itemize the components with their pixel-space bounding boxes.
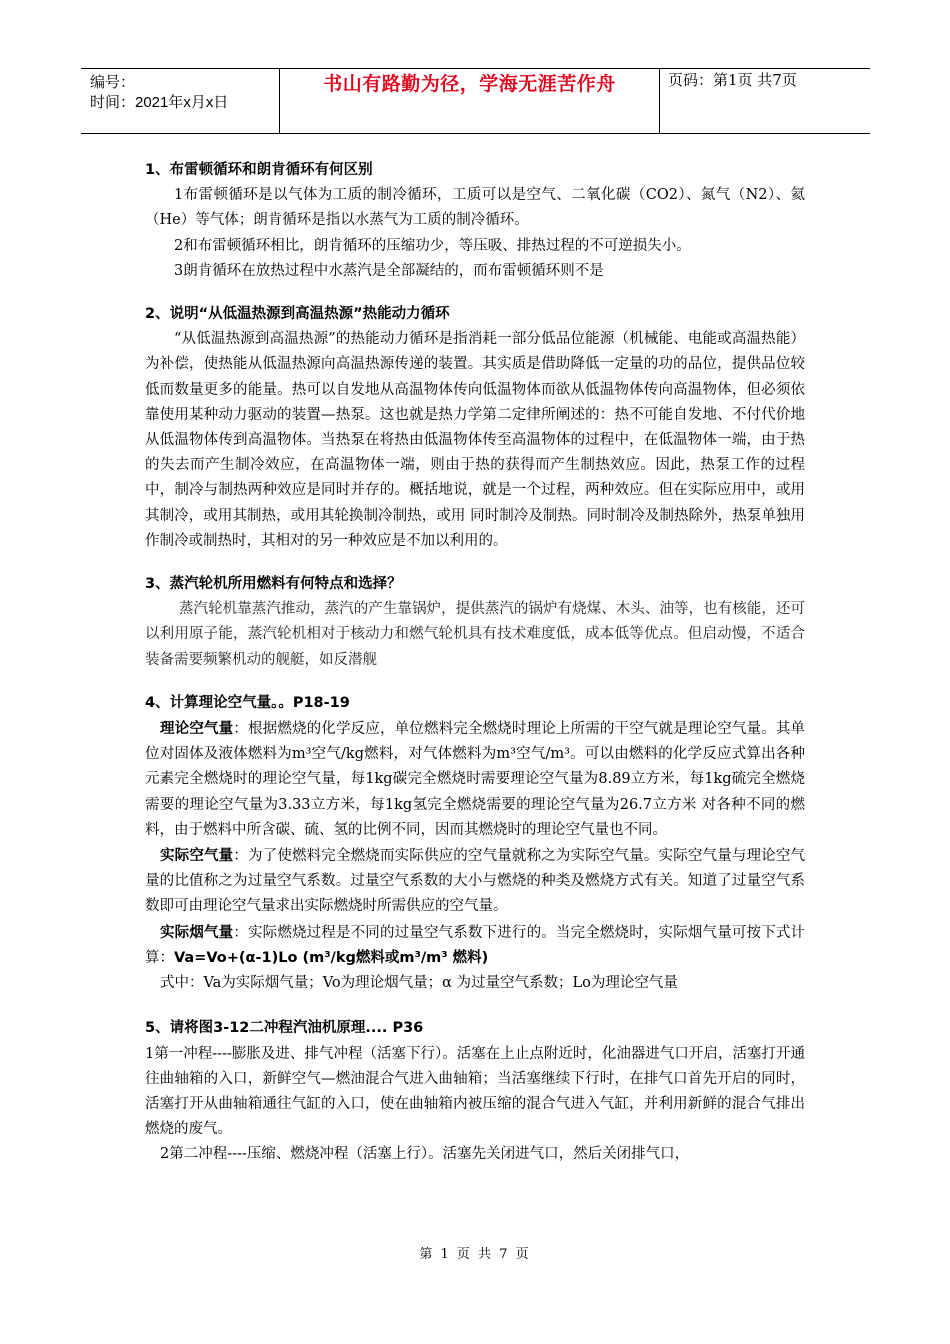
section-5-title: 5、请将图3-12二冲程汽油机原理.... P36 (145, 1020, 424, 1037)
actual-air-label: 实际空气量 (160, 847, 234, 865)
theoretical-air-label: 理论空气量 (160, 720, 234, 738)
section-3-title: 3、蒸汽轮机所用燃料有何特点和选择？ (145, 576, 402, 593)
section-4-paragraph-theoretical-air (145, 716, 805, 843)
header-table (81, 68, 870, 134)
header-meta (90, 73, 228, 113)
section-2-title: 2、说明“从低温热源到高温热源”热能动力循环 (145, 306, 450, 323)
section-4-paragraph-actual-air (145, 843, 805, 920)
document-time-label: 时间：2021年x月x日 (90, 94, 229, 111)
section-1-title: 1、布雷顿循环和朗肯循环有何区别 (145, 162, 373, 178)
actual-flue-gas-label: 实际烟气量 (160, 923, 234, 941)
spacer (145, 996, 805, 1016)
section-5-paragraph-1: 1第一冲程----膨胀及进、排气冲程（活塞下行）。活塞在上止点附近时，化油器进气口开启，活塞打开通往曲轴箱的入口，新鲜空气—燃油混合气进入曲轴箱；当活塞继续下行时，在排气口首先开启的同时，活塞打开从曲轴箱通往气缸的入口，使在曲轴箱内被压缩的混合气进入气缸，并利用新鲜的混合气排出燃烧的废气。 (145, 1045, 805, 1138)
section-1-paragraph-3: 3朗肯循环在放热过程中水蒸汽是全部凝结的，而布雷顿循环则不是 (174, 262, 604, 279)
flue-gas-formula: Va=Vo+(α-1)Lo (m³/kg燃料或m³/m³ 燃料) (174, 949, 489, 966)
theoretical-air-text: ：根据燃烧的化学反应，单位燃料完全燃烧时理论上所需的干空气就是理论空气量。其单位对固体及液体燃料为m³空气/kg燃料，对气体燃料为m³空气/m³。可以由燃料的化学反应式算出各种元素完全燃烧时的理论空气量，每1kg碳完全燃烧时需要理论空气量为8.89立方米，每1kg硫完全燃烧需要的理论空气量为3.33立方米，每1kg氢完全燃烧需要的理论空气量为26.7立方米 对各种不同的燃料，由于燃料中所含碳、硫、氢的比例不同，因而其燃烧时的理论空气量也不同。 (145, 721, 806, 838)
document-code-label: 编号： (90, 74, 136, 91)
section-1-paragraph-1: 1布雷顿循环是以气体为工质的制冷循环，工质可以是空气、二氧化碳（CO2）、氮气（N2）、氦（He）等气体；朗肯循环是指以水蒸气为工质的制冷循环。 (145, 187, 805, 229)
spacer (145, 284, 805, 302)
header-motto: 书山有路勤为径，学海无涯苦作舟 (323, 73, 616, 95)
section-4-paragraph-actual-flue-gas (145, 920, 805, 971)
spacer (145, 554, 805, 572)
header-divider (659, 69, 660, 133)
actual-air-text: ：为了使燃料完全燃烧而实际供应的空气量就称之为实际空气量。实际空气量与理论空气量的比值称之为过量空气系数。过量空气系数的大小与燃烧的种类及燃烧方式有关。知道了过量空气系数即可由理论空气量求出实际燃烧时所需供应的空气量。 (145, 848, 806, 915)
section-3-paragraph-1: 蒸汽轮机靠蒸汽推动，蒸汽的产生靠锅炉，提供蒸汽的锅炉有烧煤、木头、油等，也有核能，还可以利用原子能，蒸汽轮机相对于核动力和燃气轮机具有技术难度低，成本低等优点。但启动慢，不适合装备需要频繁机动的舰艇，如反潜舰 (145, 601, 805, 668)
section-5-paragraph-2: 2第二冲程----压缩、燃烧冲程（活塞上行）。活塞先关闭进气口，然后关闭排气口， (160, 1146, 690, 1163)
header-page-info: 页码：第1页 共7页 (668, 71, 797, 89)
section-4-title: 4、计算理论空气量。。P18-19 (145, 694, 350, 711)
document-body (145, 158, 805, 1168)
page-footer: 第 1 页 共 7 页 (419, 1247, 531, 1262)
actual-flue-gas-text: ：实际燃烧过程是不同的过量空气系数下进行的。当完全燃烧时，实际烟气量可按下式计算： (145, 924, 806, 966)
section-1-paragraph-2: 2和布雷顿循环相比，朗肯循环的压缩功少，等压吸、排热过程的不可逆损失小。 (174, 237, 691, 254)
section-2-paragraph-1: “从低温热源到高温热源”的热能动力循环是指消耗一部分低品位能源（机械能、电能或高温热能）为补偿，使热能从低温热源向高温热源传递的装置。其实质是借助降低一定量的功的品位，提供品位较低而数量更多的能量。热可以自发地从高温物体传向低温物体而欲从低温物体传向高温物体，但必须依靠使用某种动力驱动的装置—热泵。这也就是热力学第二定律所阐述的：热不可能自发地、不付代价地从低温物体传到高温物体。当热泵在将热由低温物体传至高温物体的过程中，在低温物体一端，由于热的失去而产生制冷效应，在高温物体一端，则由于热的获得而产生制热效应。因此，热泵工作的过程中，制冷与制热两种效应是同时并存的。概括地说，就是一个过程，两种效应。但在实际应用中，或用其制冷，或用其制热，或用其轮换制冷制热，或用 同时制冷及制热。同时制冷及制热除外，热泵单独用作制冷或制热时，其相对的另一种效应是不加以利用的。 (145, 331, 805, 549)
spacer (145, 673, 805, 691)
section-4-formula-legend: 式中：Va为实际烟气量；Vo为理论烟气量；α 为过量空气系数；Lo为理论空气量 (160, 975, 678, 992)
